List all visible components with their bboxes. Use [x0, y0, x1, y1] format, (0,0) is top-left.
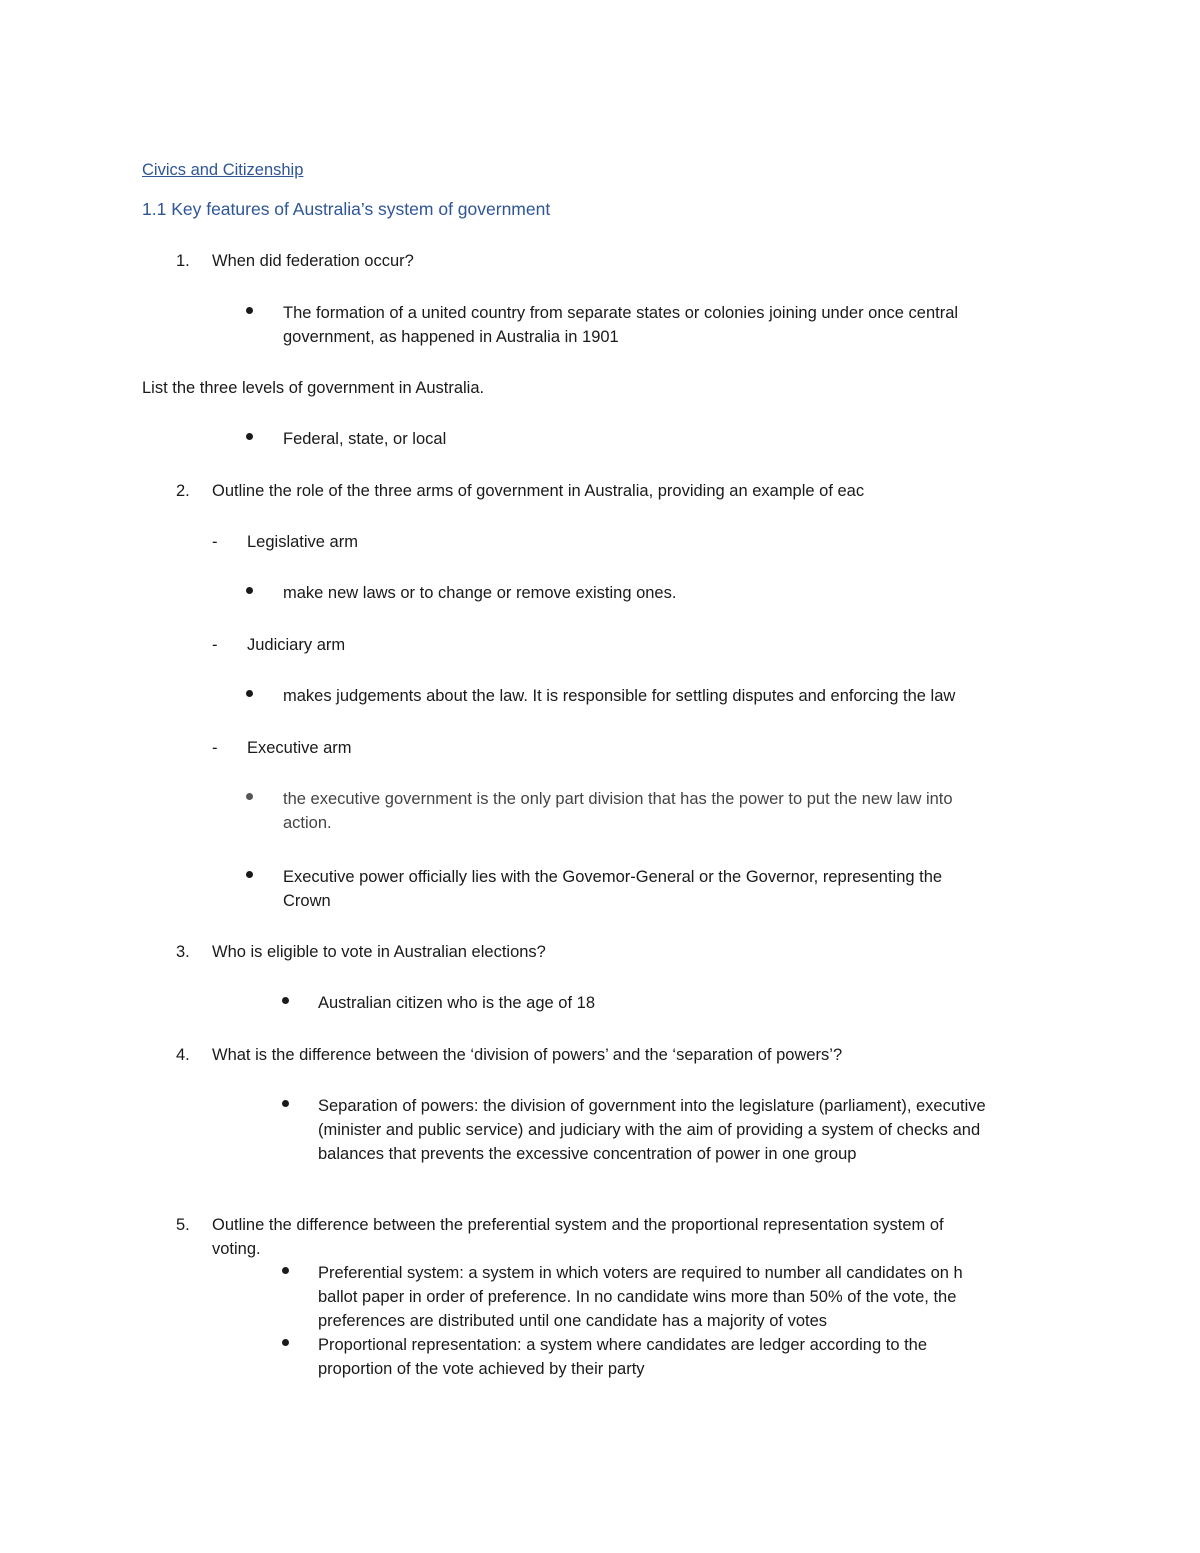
- answer-text: Executive power officially lies with the Govemor-General or the Governor, representing the: [283, 868, 943, 886]
- answer-text: Preferential system: a system in which voters are required to number all candidates on h: [318, 1264, 963, 1282]
- answer-text: ballot paper in order of preference. In no candidate wins more than 50% of the vote, the: [318, 1288, 957, 1306]
- bullet-icon: [246, 871, 253, 878]
- bullet-icon: [246, 587, 253, 594]
- section-heading: 1.1 Key features of Australia’s system of government: [142, 199, 551, 219]
- answer-text: Proportional representation: a system where candidates are ledger according to the: [318, 1336, 928, 1354]
- question-number: 3.: [176, 943, 190, 961]
- question-text: voting.: [212, 1240, 261, 1258]
- sub-heading: Judiciary arm: [247, 636, 346, 654]
- question-text: Who is eligible to vote in Australian elections?: [212, 943, 546, 961]
- answer-text: Australian citizen who is the age of 18: [318, 994, 595, 1012]
- answer-text: Federal, state, or local: [283, 430, 447, 448]
- answer-text: action.: [283, 814, 332, 832]
- question-text: What is the difference between the ‘division of powers’ and the ‘separation of powers’?: [212, 1046, 843, 1064]
- bullet-icon: [246, 793, 253, 800]
- sub-heading: Executive arm: [247, 739, 352, 757]
- answer-text: make new laws or to change or remove existing ones.: [283, 584, 677, 602]
- question-number: 2.: [176, 482, 190, 500]
- question-text: Outline the role of the three arms of government in Australia, providing an example of eac: [212, 482, 865, 500]
- answer-text: makes judgements about the law. It is responsible for settling disputes and enforcing the law: [283, 687, 956, 705]
- question-text: List the three levels of government in Australia.: [142, 379, 485, 397]
- answer-text: balances that prevents the excessive concentration of power in one group: [318, 1145, 857, 1163]
- question-number: 1.: [176, 252, 190, 270]
- bullet-icon: [246, 433, 253, 440]
- sub-heading: Legislative arm: [247, 533, 358, 551]
- bullet-icon: [282, 1339, 289, 1346]
- question-number: 4.: [176, 1046, 190, 1064]
- answer-text: (minister and public service) and judiciary with the aim of providing a system of checks and: [318, 1121, 981, 1139]
- bullet-icon: [282, 1267, 289, 1274]
- bullet-icon: [282, 997, 289, 1004]
- bullet-icon: [282, 1100, 289, 1107]
- bullet-icon: [246, 307, 253, 314]
- document-title[interactable]: Civics and Citizenship: [142, 161, 304, 179]
- bullet-icon: [246, 690, 253, 697]
- answer-text: The formation of a united country from separate states or colonies joining under once central: [283, 304, 959, 322]
- answer-text: the executive government is the only part division that has the power to put the new law into: [283, 790, 953, 808]
- question-number: 5.: [176, 1216, 190, 1234]
- answer-text: preferences are distributed until one candidate has a majority of votes: [318, 1312, 828, 1330]
- question-text: Outline the difference between the preferential system and the proportional representation system of: [212, 1216, 944, 1234]
- answer-text: proportion of the vote achieved by their party: [318, 1360, 645, 1378]
- dash-marker: -: [212, 636, 218, 654]
- dash-marker: -: [212, 533, 218, 551]
- question-text: When did federation occur?: [212, 252, 414, 270]
- dash-marker: -: [212, 739, 218, 757]
- answer-text: Crown: [283, 892, 331, 910]
- answer-text: Separation of powers: the division of government into the legislature (parliament), executive: [318, 1097, 986, 1115]
- answer-text: government, as happened in Australia in 1901: [283, 328, 619, 346]
